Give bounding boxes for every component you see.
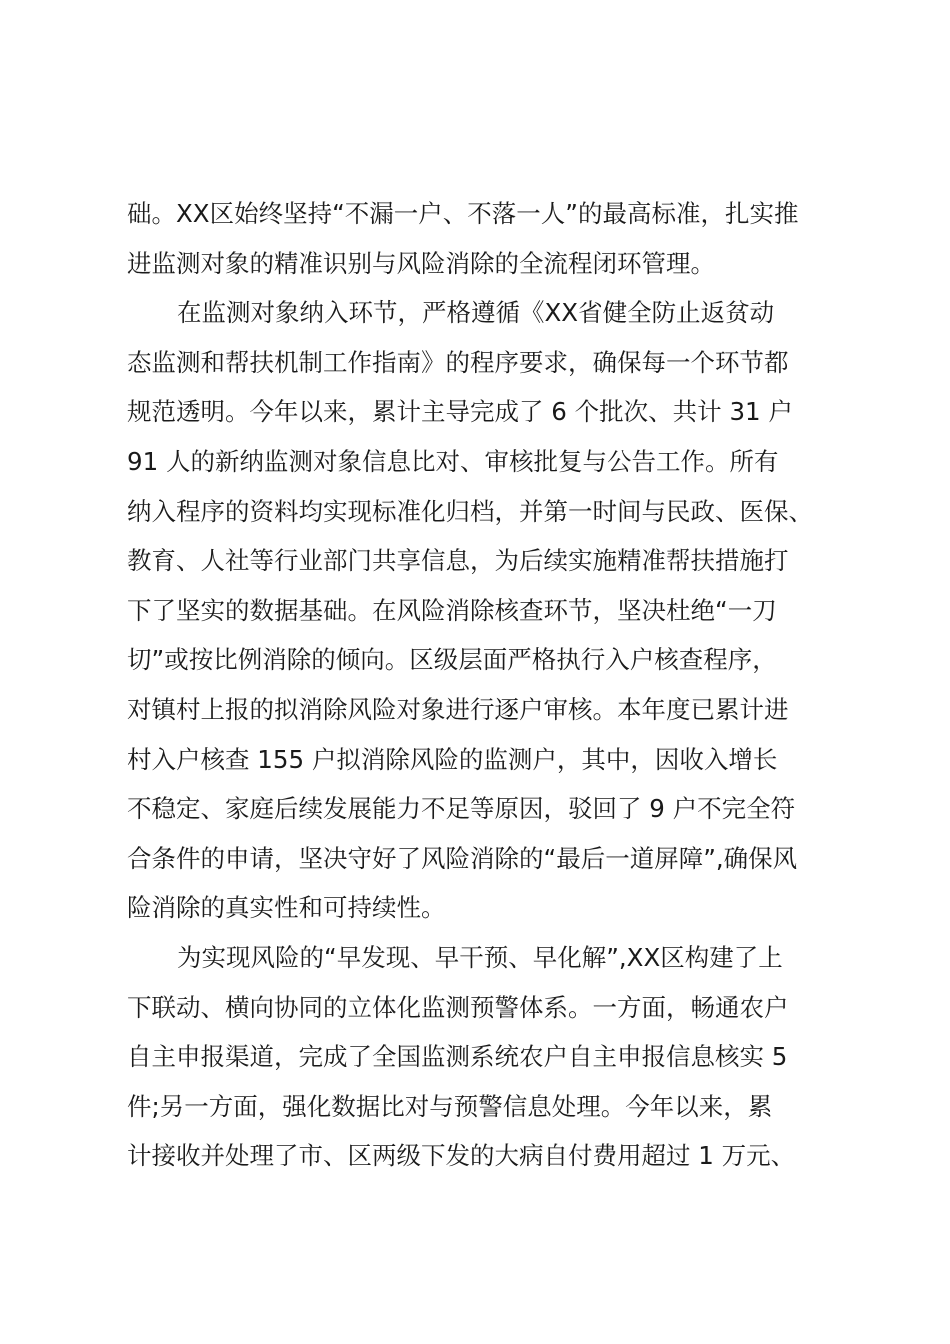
text-line: 纳入程序的资料均实现标准化归档，并第一时间与民政、医保、	[127, 496, 813, 526]
text-line: 下联动、横向协同的立体化监测预警体系。一方面，畅通农户	[127, 992, 789, 1022]
text-line: 切”或按比例消除的倾向。区级层面严格执行入户核查程序，	[127, 645, 777, 675]
text-line: 合条件的申请，坚决守好了风险消除的“最后一道屏障”,确保风	[127, 843, 798, 873]
text-line: 对镇村上报的拟消除风险对象进行逐户审核。本年度已累计进	[127, 694, 789, 724]
text-line: 础。XX区始终坚持“不漏一户、不落一人”的最高标准，扎实推	[127, 199, 799, 228]
text-line: 险消除的真实性和可持续性。	[127, 893, 446, 923]
text-line: 件;另一方面，强化数据比对与预警信息处理。今年以来，累	[127, 1091, 773, 1121]
text-line: 计接收并处理了市、区两级下发的大病自付费用超过 1 万元、	[127, 1141, 796, 1171]
text-line: 规范透明。今年以来，累计主导完成了 6 个批次、共计 31 户	[127, 397, 793, 427]
text-line: 下了坚实的数据基础。在风险消除核查环节，坚决杜绝“一刀	[127, 595, 777, 625]
text-line: 不稳定、家庭后续发展能力不足等原因，驳回了 9 户不完全符	[127, 794, 796, 824]
body-text	[127, 189, 847, 1181]
text-line: 态监测和帮扶机制工作指南》的程序要求，确保每一个环节都	[127, 347, 789, 377]
paragraph-start-line: 在监测对象纳入环节，严格遵循《XX省健全防止返贫动	[177, 298, 775, 328]
text-line: 自主申报渠道，完成了全国监测系统农户自主申报信息核实 5	[127, 1042, 788, 1072]
text-line: 进监测对象的精准识别与风险消除的全流程闭环管理。	[127, 248, 715, 278]
text-line: 91 人的新纳监测对象信息比对、审核批复与公告工作。所有	[127, 446, 779, 476]
text-line: 教育、人社等行业部门共享信息，为后续实施精准帮扶措施打	[127, 546, 789, 576]
paragraph-start-line: 为实现风险的“早发现、早干预、早化解”,XX区构建了上	[177, 942, 783, 972]
text-line: 村入户核查 155 户拟消除风险的监测户，其中，因收入增长	[127, 744, 778, 774]
